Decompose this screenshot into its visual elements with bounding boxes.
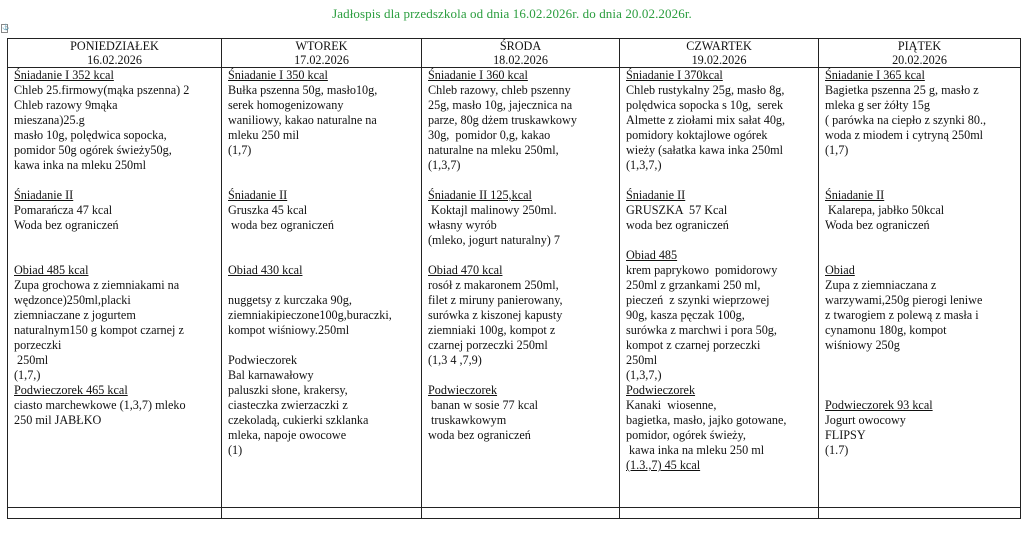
meal-line: banan w sosie 77 kcal — [428, 398, 538, 412]
meal-line: krem paprykowo pomidorowy — [626, 263, 778, 277]
meal-line: Zupa z ziemniaczana z — [825, 278, 937, 292]
meal-line: 250ml z grzankami 250 ml, — [626, 278, 761, 292]
meal-line: wiśniowy 250g — [825, 338, 900, 352]
spacer — [825, 233, 1014, 248]
meal-line: (1,7) — [228, 143, 252, 157]
meal-title: Śniadanie II — [14, 188, 74, 202]
meal-line: bagietka, masło, jajko gotowane, — [626, 413, 787, 427]
meal-title: Śniadanie I 370kcal — [626, 68, 723, 82]
spacer — [228, 158, 415, 173]
page-title: Jadłospis dla przedszkola od dnia 16.02.2026r. do dnia 20.02.2026r. — [332, 6, 692, 21]
meal-line: czarnej porzeczki 250ml — [428, 338, 548, 352]
meal-line: ziemniaki 100g, kompot z — [428, 323, 556, 337]
meal-line: pomidory koktajlowe ogórek — [626, 128, 768, 142]
spacer — [626, 233, 812, 248]
meal-line: Woda bez ograniczeń — [825, 218, 930, 232]
meal-line: kawa inka na mleku 250ml — [14, 158, 146, 172]
day-cell — [819, 68, 1021, 508]
meal-line: paluszki słone, krakersy, — [228, 383, 348, 397]
spacer — [825, 248, 1014, 263]
meal-line: Kanaki wiosenne, — [626, 398, 717, 412]
meal-line: pieczeń z szynki wieprzowej — [626, 293, 770, 307]
meal-line: ( parówka na ciepło z szynki 80., — [825, 113, 987, 127]
meal-line: ciasto marchewkowe (1,3,7) mleko — [14, 398, 186, 412]
spacer — [626, 173, 812, 188]
meal-line: waniliowy, kakao naturalne na — [228, 113, 377, 127]
day-cell — [222, 68, 422, 508]
meal-line: (1) — [228, 443, 243, 457]
spacer — [228, 233, 415, 248]
meal-title: Podwieczorek — [626, 383, 696, 397]
spacer — [428, 368, 613, 383]
meal-line: Almette z ziołami mix sałat 40g, — [626, 113, 786, 127]
meal-title: Śniadanie II — [626, 188, 686, 202]
meal-line: 250ml — [626, 353, 658, 367]
anchor-icon: ⚓ — [2, 25, 10, 31]
meal-line: (mleko, jogurt naturalny) 7 — [428, 233, 560, 247]
meal-line: Chleb 25.firmowy(mąka pszenna) 2 — [14, 83, 190, 97]
spacer — [228, 248, 415, 263]
day-cell — [8, 68, 222, 508]
meal-line: cynamonu 180g, kompot — [825, 323, 947, 337]
meal-line: wędzonce)250ml,placki — [14, 293, 131, 307]
day-header-monday: PONIEDZIAŁEK 16.02.2026 — [8, 39, 222, 68]
meal-line: woda bez ograniczeń — [228, 218, 334, 232]
meal-title: Śniadanie I 352 kcal — [14, 68, 114, 82]
spacer — [825, 353, 1014, 368]
meal-line: filet z miruny panierowany, — [428, 293, 563, 307]
spacer — [825, 368, 1014, 383]
meal-title: (1.3.,7) 45 kcal — [626, 458, 701, 472]
spacer — [228, 338, 415, 353]
meal-line: Podwieczorek — [228, 353, 298, 367]
meal-line: polędwica sopocka s 10g, serek — [626, 98, 784, 112]
meal-line: Bułka pszenna 50g, masło10g, — [228, 83, 378, 97]
day-cell — [422, 68, 620, 508]
meal-line: (1,3,7) — [428, 158, 461, 172]
meal-line: woda bez ograniczeń — [626, 218, 729, 232]
meal-line: Woda bez ograniczeń — [14, 218, 119, 232]
meal-line: GRUSZKA 57 Kcal — [626, 203, 728, 217]
day-header-wednesday: ŚRODA 18.02.2026 — [422, 39, 620, 68]
meal-title: Śniadanie II — [228, 188, 288, 202]
meal-line: Zupa grochowa z ziemniakami na — [14, 278, 180, 292]
meal-title: Obiad 485 — [626, 248, 678, 262]
meal-line: kawa inka na mleku 250 ml — [626, 443, 765, 457]
meal-line: kompot wiśniowy.250ml — [228, 323, 350, 337]
meal-line: Jogurt owocowy — [825, 413, 906, 427]
meal-line: ziemniaczane z jogurtem — [14, 308, 136, 322]
meal-line: porzeczki — [14, 338, 62, 352]
meal-line: 250 mil JABŁKO — [14, 413, 102, 427]
meal-line: woda z miodem i cytryną 250ml — [825, 128, 984, 142]
spacer — [825, 383, 1014, 398]
meal-line: FLIPSY — [825, 428, 866, 442]
meal-line: Chleb razowy 9mąka — [14, 98, 118, 112]
meal-line: Chleb razowy, chleb pszenny — [428, 83, 571, 97]
meal-line: rosół z makaronem 250ml, — [428, 278, 559, 292]
meal-line: pomidor 50g ogórek świeży50g, — [14, 143, 172, 157]
meal-line: 30g, pomidor 0,g, kakao — [428, 128, 551, 142]
menu-row — [8, 68, 1021, 508]
meal-line: surówka z kiszonej kapusty — [428, 308, 563, 322]
meal-line: naturalne na mleku 250ml, — [428, 143, 559, 157]
empty-row — [8, 508, 1021, 519]
meal-line: warzywami,250g pierogi leniwe — [825, 293, 983, 307]
day-cell — [620, 68, 819, 508]
meal-line: (1,7,) — [14, 368, 41, 382]
meal-line: Pomarańcza 47 kcal — [14, 203, 113, 217]
meal-line: woda bez ograniczeń — [428, 428, 531, 442]
meal-line: truskawkowym — [428, 413, 507, 427]
meal-line: Gruszka 45 kcal — [228, 203, 308, 217]
meal-title: Obiad 470 kcal — [428, 263, 503, 277]
meal-line: naturalnym150 g kompot czarnej z — [14, 323, 184, 337]
meal-line: parze, 80g dżem truskawkowy — [428, 113, 577, 127]
meal-line: Chleb rustykalny 25g, masło 8g, — [626, 83, 785, 97]
meal-line: Bagietka pszenna 25 g, masło z — [825, 83, 979, 97]
meal-line: (1,3 4 ,7,9) — [428, 353, 482, 367]
meal-line: serek homogenizowany — [228, 98, 344, 112]
meal-line: mleku 250 mil — [228, 128, 300, 142]
spacer — [428, 173, 613, 188]
meal-title: Śniadanie I 365 kcal — [825, 68, 925, 82]
menu-table — [7, 38, 1021, 519]
meal-line: mleka, napoje owocowe — [228, 428, 347, 442]
meal-line — [228, 278, 415, 293]
meal-title: Śniadanie II 125,kcal — [428, 188, 532, 202]
spacer — [14, 233, 215, 248]
meal-line: mleka g ser żółty 15g — [825, 98, 930, 112]
meal-line: nuggetsy z kurczaka 90g, — [228, 293, 352, 307]
meal-title: Obiad 485 kcal — [14, 263, 89, 277]
meal-title: Śniadanie I 350 kcal — [228, 68, 328, 82]
meal-line: własny wyrób — [428, 218, 497, 232]
meal-line: pomidor, ogórek świeży, — [626, 428, 746, 442]
meal-title: Obiad 430 kcal — [228, 263, 303, 277]
meal-line: (1,7) — [825, 143, 849, 157]
spacer — [825, 158, 1014, 173]
meal-title: Obiad — [825, 263, 855, 277]
meal-title: Podwieczorek 465 kcal — [14, 383, 128, 397]
spacer — [228, 173, 415, 188]
meal-line: Kalarepa, jabłko 50kcal — [825, 203, 945, 217]
meal-line: masło 10g, polędwica sopocka, — [14, 128, 167, 142]
header-row — [8, 39, 1021, 68]
meal-title: Podwieczorek 93 kcal — [825, 398, 933, 412]
meal-line: Koktajl malinowy 250ml. — [428, 203, 557, 217]
meal-line: 25g, masło 10g, jajecznica na — [428, 98, 573, 112]
day-header-thursday: CZWARTEK 19.02.2026 — [620, 39, 819, 68]
meal-title: Podwieczorek — [428, 383, 498, 397]
meal-title: Śniadanie I 360 kcal — [428, 68, 528, 82]
meal-line: mieszana)25.g — [14, 113, 85, 127]
spacer — [14, 173, 215, 188]
day-header-friday: PIĄTEK 20.02.2026 — [819, 39, 1021, 68]
meal-line: Bal karnawałowy — [228, 368, 314, 382]
day-header-tuesday: WTOREK 17.02.2026 — [222, 39, 422, 68]
meal-line: 250ml — [14, 353, 49, 367]
meal-line: czekoladą, cukierki szklanka — [228, 413, 369, 427]
meal-line: surówka z marchwi i pora 50g, — [626, 323, 777, 337]
meal-line: (1,3,7,) — [626, 158, 662, 172]
meal-line: ziemniakipieczone100g,buraczki, — [228, 308, 392, 322]
spacer — [825, 173, 1014, 188]
meal-line: (1,3,7,) — [626, 368, 662, 382]
meal-line: kompot z czarnej porzeczki — [626, 338, 761, 352]
meal-line: (1.7) — [825, 443, 849, 457]
meal-title: Śniadanie II — [825, 188, 885, 202]
meal-line: ciasteczka zwierzaczki z — [228, 398, 348, 412]
spacer — [14, 248, 215, 263]
spacer — [428, 248, 613, 263]
meal-line: z twarogiem z polewą z masła i — [825, 308, 979, 322]
meal-line: wieży (sałatka kawa inka 250ml — [626, 143, 784, 157]
meal-line: 90g, kasza pęczak 100g, — [626, 308, 745, 322]
